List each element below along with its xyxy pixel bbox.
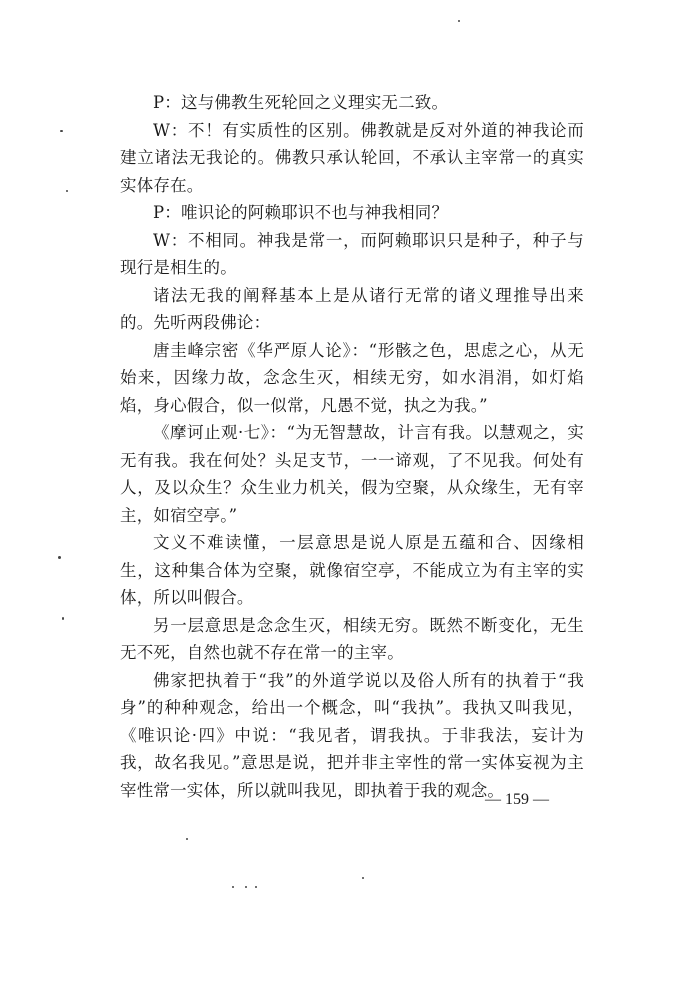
body-text [120,89,584,804]
scan-speck [232,886,234,888]
scan-speck [62,617,64,620]
paragraph-3: P：唯识论的阿赖耶识不也与神我相同？ [153,203,449,222]
paragraph-6: 唐圭峰宗密《华严原人论》：“形骸之色，思虑之心，从无始来，因缘力故，念念生灭，相续无穷，如水涓涓，如灯焰焰，身心假合，似一似常，凡愚不觉，执之为我。” [120,340,584,415]
scan-speck [245,886,247,888]
paragraph-7: 《摩诃止观·七》：“为无智慧故，计言有我。以慧观之，实无有我。我在何处？头足支节，一一谛观，了不见我。何处有人，及以众生？众生业力机关，假为空聚，从众缘生，无有宰主，如宿空亭。” [120,423,584,525]
scan-speck [255,886,257,888]
scan-speck [186,838,188,840]
paragraph-4: W：不相同。神我是常一，而阿赖耶识只是种子，种子与现行是相生的。 [120,230,584,277]
paragraph-8: 文义不难读懂，一层意思是说人原是五蕴和合、因缘相生，这种集合体为空聚，就像宿空亭，不能成立为有主宰的实体，所以叫假合。 [120,533,584,607]
paragraph-10: 佛家把执着于“我”的外道学说以及俗人所有的执着于“我身”的种种观念，给出一个概念，叫“我执”。我执又叫我见，《唯识论·四》中说：“我见者，谓我执。于非我法，妄计为我，故名我见。”意思是说，把并非主宰性的常一实体妄视为主宰性常一实体，所以就叫我见，即执着于我的观念。 [120,670,584,800]
scan-speck [458,20,460,22]
paragraph-2: W：不！有实质性的区别。佛教就是反对外道的神我论而建立诸法无我论的。佛教只承认轮回，不承认主宰常一的真实实体存在。 [120,120,584,195]
scan-speck [58,556,61,559]
paragraph-5: 诸法无我的阐释基本上是从诸行无常的诸义理推导出来的。先听两段佛论： [120,285,584,332]
page-number: — 159 — [485,791,549,808]
scan-speck [60,130,63,132]
scan-speck [66,190,68,192]
paragraph-9: 另一层意思是念念生灭，相续无穷。既然不断变化，无生无不死，自然也就不存在常一的主宰。 [120,615,584,662]
scan-speck [362,877,364,879]
paragraph-1: P：这与佛教生死轮回之义理实无二致。 [153,93,449,112]
